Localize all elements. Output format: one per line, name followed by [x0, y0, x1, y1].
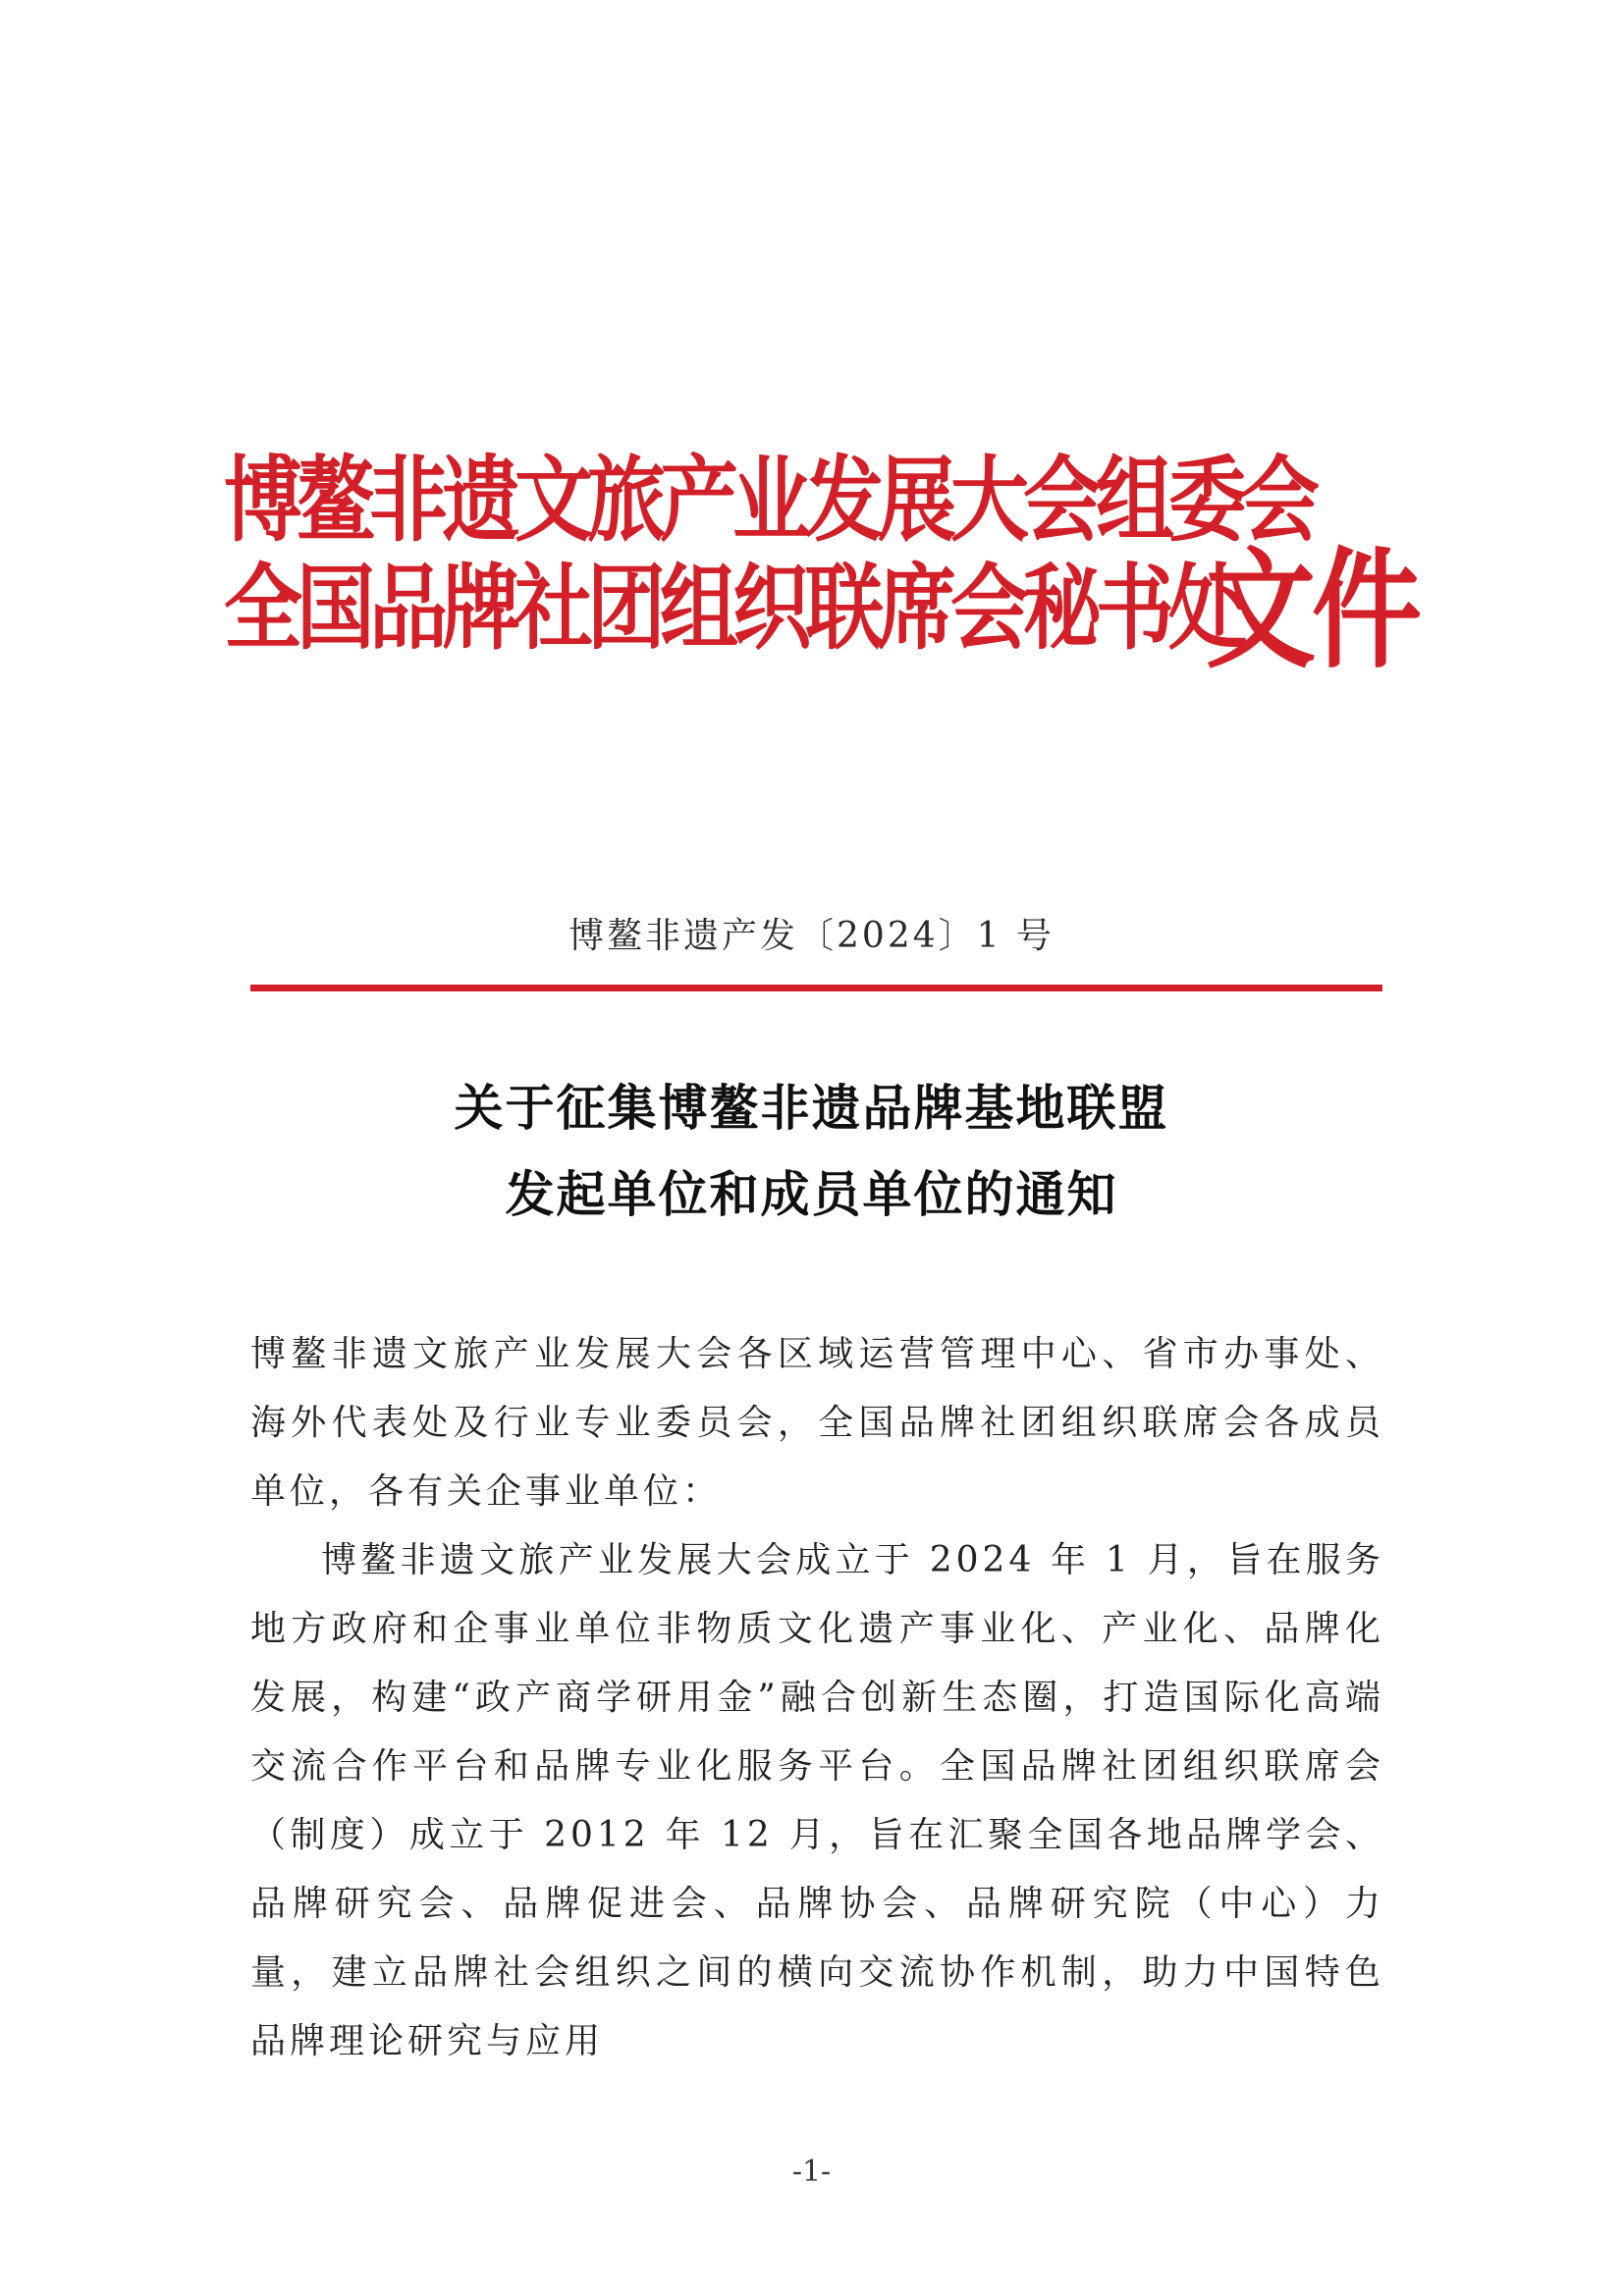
issuing-org-2: 全国品牌社团组织联席会秘书处 — [224, 554, 1241, 663]
notice-title — [0, 1065, 1623, 1238]
document-header — [224, 447, 1422, 721]
issuing-organizations — [224, 446, 1314, 663]
issuing-org-1: 博鳌非遗文旅产业发展大会组委会 — [224, 446, 1314, 555]
document-number: 博鳌非遗产发〔2024〕1 号 — [568, 916, 1055, 956]
body-paragraph: 博鳌非遗文旅产业发展大会成立于 2024 年 1 月，旨在服务地方政府和企事业单位非物质文化遗产事业化、产业化、品牌化发展，构建“政产商学研用金”融合创新生态圈，打造国际化高端交流合作平台和品牌专业化服务平台。全国品牌社团组织联席会（制度）成立于 2012 年 12 月，旨在汇聚全国各地品牌学会、品牌研究会、品牌促进会、品牌协会、品牌研究院（中心）力量，建立品牌社会组织之间的横向交流协作机制，助力中国特色品牌理论研究与应用 — [250, 1540, 1384, 2061]
notice-body — [250, 1320, 1384, 2076]
page-number: -1- — [791, 2155, 832, 2189]
title-line-2: 发起单位和成员单位的通知 — [505, 1166, 1118, 1223]
red-divider — [250, 985, 1382, 991]
document-word: 文件 — [1206, 536, 1418, 687]
title-line-1: 关于征集博鳌非遗品牌基地联盟 — [454, 1080, 1169, 1137]
addressee: 博鳌非遗文旅产业发展大会各区域运营管理中心、省市办事处、海外代表处及行业专业委员会，全国品牌社团组织联席会各成员单位，各有关企事业单位： — [250, 1334, 1384, 1512]
